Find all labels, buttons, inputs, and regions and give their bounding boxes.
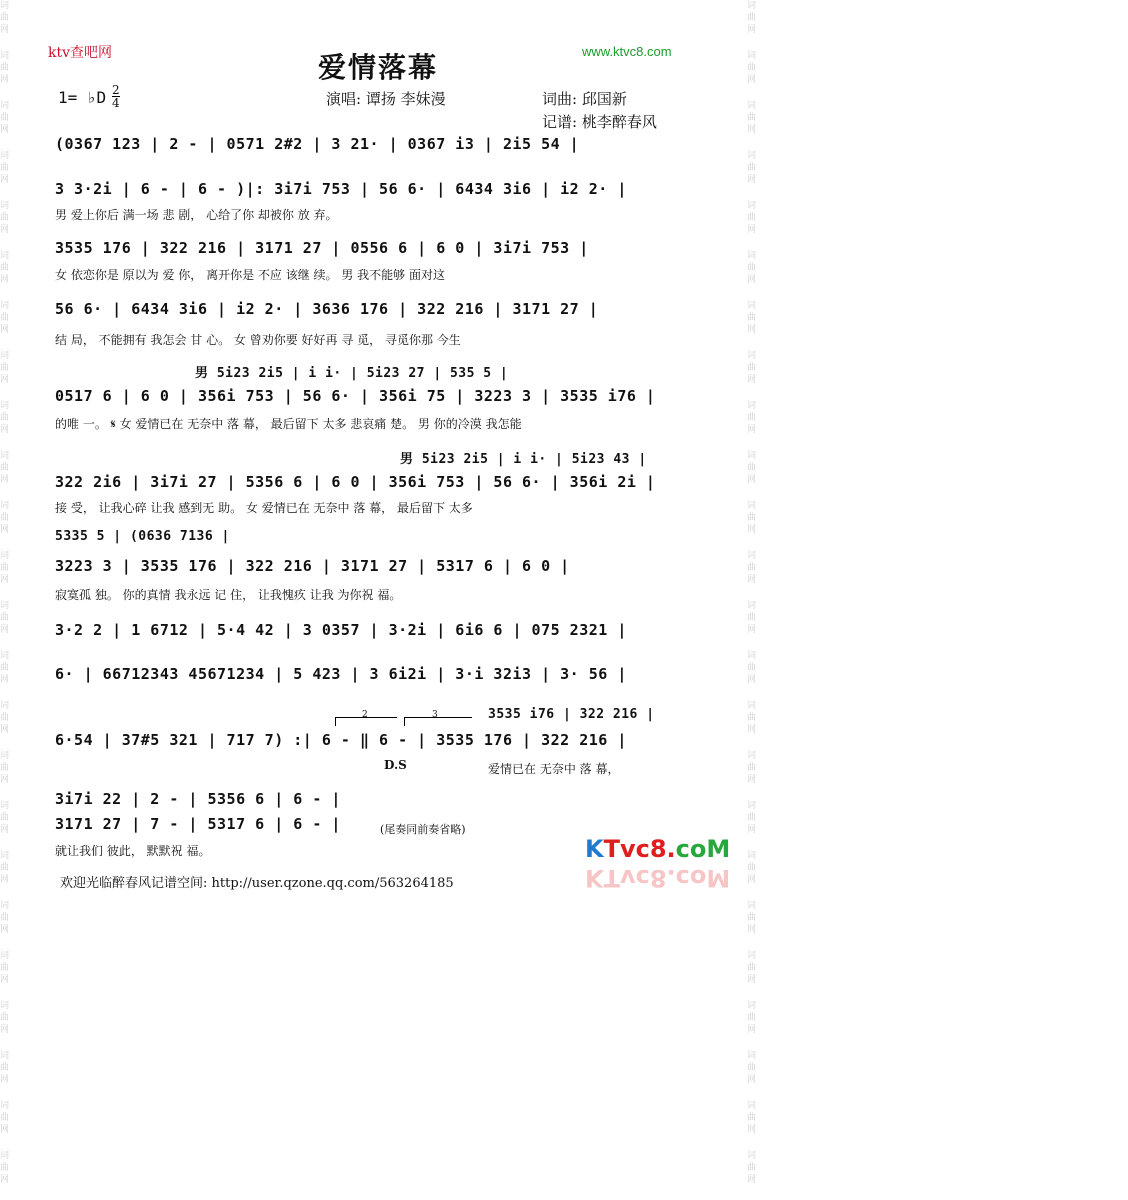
lyric-row-5: 女 依恋你是 原以为 爱 你， 离开你是 不应 该继 续。 男 我不能够 面对这 [55, 268, 445, 282]
site-label[interactable]: ktv查吧网 [48, 45, 113, 61]
brand-logo-tail: coM [675, 835, 731, 863]
watermark-char: 曲 [746, 1163, 756, 1173]
watermark-char: 曲 [746, 913, 756, 923]
brand-logo-k: K [585, 835, 604, 863]
watermark-char: 词 [746, 601, 756, 611]
ds-marking: D.S [384, 758, 407, 772]
watermark-char: 网 [746, 1125, 756, 1135]
watermark-char: 网 [0, 25, 10, 35]
watermark-char: 曲 [0, 1013, 10, 1023]
watermark-char: 网 [0, 675, 10, 685]
score-row-11: 男 5i23 2i5 | i i· | 5i23 43 | [400, 452, 647, 467]
watermark-char: 词 [746, 251, 756, 261]
watermark-char: 曲 [746, 213, 756, 223]
watermark-char: 网 [746, 25, 756, 35]
lyric-row-7: 结 局， 不能拥有 我怎会 甘 心。 女 曾劝你要 好好再 寻 觅， 寻觅你那 今生 [55, 333, 461, 347]
watermark-char: 网 [0, 1175, 10, 1185]
watermark-char: 词 [746, 451, 756, 461]
watermark-char: 曲 [0, 463, 10, 473]
score-row-22: 3i7i 22 | 2 - | 5356 6 | 6 - | [55, 790, 341, 808]
song-title: 爱情落幕 [317, 51, 438, 84]
watermark-char: 网 [0, 125, 10, 135]
watermark-char: 曲 [0, 313, 10, 323]
watermark-char: 词 [0, 551, 10, 561]
watermark-char: 网 [746, 825, 756, 835]
watermark-char: 网 [746, 625, 756, 635]
watermark-char: 网 [0, 975, 10, 985]
watermark-left [0, 0, 16, 1185]
watermark-char: 网 [746, 925, 756, 935]
watermark-char: 网 [746, 275, 756, 285]
watermark-char: 网 [0, 725, 10, 735]
watermark-char: 网 [746, 525, 756, 535]
watermark-char: 曲 [0, 13, 10, 23]
watermark-char: 词 [746, 101, 756, 111]
watermark-char: 词 [0, 701, 10, 711]
watermark-char: 词 [0, 951, 10, 961]
watermark-char: 曲 [0, 163, 10, 173]
time-signature-top: 2 [112, 83, 120, 97]
lyric-row-24: 就让我们 彼此， 默默祝 福。 [55, 844, 211, 858]
watermark-char: 曲 [746, 1063, 756, 1073]
watermark-char: 曲 [746, 863, 756, 873]
watermark-char: 网 [746, 425, 756, 435]
watermark-char: 网 [746, 225, 756, 235]
lyric-row-13: 接 受， 让我心碎 让我 感到无 助。 女 爱情已在 无奈中 落 幕， 最后留下 太多 [55, 501, 473, 515]
watermark-char: 网 [0, 775, 10, 785]
watermark-char: 词 [746, 151, 756, 161]
watermark-char: 曲 [0, 513, 10, 523]
time-signature-bottom: 4 [112, 96, 120, 110]
watermark-char: 网 [0, 575, 10, 585]
watermark-char: 网 [0, 1125, 10, 1135]
watermark-char: 曲 [0, 213, 10, 223]
watermark-char: 曲 [746, 963, 756, 973]
brand-logo-mid: Tvc8. [603, 835, 676, 863]
watermark-char: 网 [746, 475, 756, 485]
watermark-char: 词 [746, 1101, 756, 1111]
score-row-18: 6· | 66712343 45671234 | 5 423 | 3 6i2i | 3·i 32i3 | 3· 56 | [55, 665, 627, 683]
watermark-char: 曲 [746, 763, 756, 773]
composer: 词曲: 邱国新 [542, 90, 627, 108]
watermark-char: 曲 [746, 413, 756, 423]
watermark-char: 曲 [746, 1013, 756, 1023]
watermark-char: 曲 [746, 813, 756, 823]
watermark-char: 网 [0, 375, 10, 385]
watermark-char: 词 [0, 901, 10, 911]
watermark-char: 曲 [746, 13, 756, 23]
watermark-char: 网 [0, 425, 10, 435]
watermark-char: 网 [746, 75, 756, 85]
watermark-char: 曲 [0, 1163, 10, 1173]
watermark-char: 曲 [0, 663, 10, 673]
watermark-char: 曲 [746, 663, 756, 673]
watermark-char: 词 [0, 751, 10, 761]
watermark-char: 词 [0, 251, 10, 261]
watermark-char: 词 [0, 201, 10, 211]
watermark-char: 网 [0, 225, 10, 235]
watermark-char: 词 [746, 951, 756, 961]
watermark-char: 词 [746, 801, 756, 811]
score-row-4: 3535 176 | 322 216 | 3171 27 | 0556 6 | 6 0 | 3i7i 753 | [55, 239, 589, 257]
watermark-char: 词 [746, 551, 756, 561]
watermark-char: 词 [746, 351, 756, 361]
watermark-char: 网 [0, 325, 10, 335]
watermark-char: 词 [0, 351, 10, 361]
watermark-char: 词 [0, 301, 10, 311]
score-row-19: 3535 i76 | 322 216 | [488, 707, 655, 722]
watermark-char: 曲 [0, 763, 10, 773]
watermark-char: 词 [746, 1051, 756, 1061]
watermark-char: 网 [746, 1175, 756, 1185]
watermark-char: 词 [746, 301, 756, 311]
watermark-char: 词 [746, 501, 756, 511]
watermark-char: 曲 [746, 463, 756, 473]
watermark-char: 曲 [0, 913, 10, 923]
watermark-char: 曲 [0, 63, 10, 73]
watermark-char: 曲 [0, 263, 10, 273]
watermark-char: 网 [746, 1025, 756, 1035]
end-note: (尾奏同前奏省略) [380, 823, 466, 836]
watermark-char: 词 [0, 1, 10, 11]
watermark-char: 曲 [0, 1113, 10, 1123]
watermark-char: 网 [0, 825, 10, 835]
watermark-char: 词 [0, 401, 10, 411]
lyric-row-10: 的唯 一。 𝄋 女 爱情已在 无奈中 落 幕， 最后留下 太多 悲哀痛 楚。 男 你的冷漠 我怎能 [55, 417, 522, 431]
watermark-char: 词 [746, 751, 756, 761]
watermark-char: 词 [746, 901, 756, 911]
watermark-char: 词 [746, 701, 756, 711]
watermark-char: 曲 [746, 313, 756, 323]
watermark-char: 词 [0, 151, 10, 161]
watermark-char: 曲 [746, 113, 756, 123]
watermark-char: 网 [746, 1075, 756, 1085]
key-signature: 1= ♭D [58, 88, 107, 107]
watermark-char: 网 [746, 875, 756, 885]
score-row-1: (0367 123 | 2 - | 0571 2#2 | 3 21· | 0367 i3 | 2i5 54 | [55, 135, 580, 153]
watermark-char: 词 [0, 1051, 10, 1061]
watermark-char: 曲 [746, 563, 756, 573]
watermark-char: 网 [0, 275, 10, 285]
score-row-14: 5335 5 | (0636 7136 | [55, 529, 230, 544]
site-url-link[interactable]: www.ktvc8.com [582, 44, 672, 59]
time-signature [112, 84, 120, 109]
watermark-char: 曲 [0, 613, 10, 623]
score-row-9: 0517 6 | 6 0 | 356i 753 | 56 6· | 356i 75 | 3223 3 | 3535 i76 | [55, 387, 656, 405]
watermark-char: 曲 [0, 713, 10, 723]
brand-logo [585, 835, 730, 863]
watermark-char: 词 [0, 1101, 10, 1111]
watermark-char: 曲 [746, 163, 756, 173]
watermark-char: 网 [746, 575, 756, 585]
watermark-char: 网 [0, 75, 10, 85]
watermark-char: 曲 [0, 1063, 10, 1073]
score-row-2: 3 3·2i | 6 - | 6 - )|: 3i7i 753 | 56 6· | 6434 3i6 | i2 2· | [55, 180, 627, 198]
watermark-char: 网 [746, 975, 756, 985]
watermark-char: 网 [746, 175, 756, 185]
watermark-char: 词 [746, 1001, 756, 1011]
watermark-char: 网 [0, 625, 10, 635]
watermark-char: 网 [0, 1025, 10, 1035]
watermark-char: 网 [746, 325, 756, 335]
watermark-char: 曲 [746, 513, 756, 523]
score-row-15: 3223 3 | 3535 176 | 322 216 | 3171 27 | 5317 6 | 6 0 | [55, 557, 570, 575]
watermark-char: 词 [0, 501, 10, 511]
watermark-char: 词 [0, 601, 10, 611]
watermark-char: 网 [746, 675, 756, 685]
score-row-6: 56 6· | 6434 3i6 | i2 2· | 3636 176 | 322 216 | 3171 27 | [55, 300, 599, 318]
singers: 演唱: 谭扬 李妹漫 [326, 90, 446, 108]
watermark-char: 曲 [746, 613, 756, 623]
watermark-char: 曲 [0, 113, 10, 123]
watermark-char: 词 [746, 1151, 756, 1161]
lyric-row-21: 爱情已在 无奈中 落 幕， [488, 762, 620, 776]
watermark-char: 曲 [0, 963, 10, 973]
watermark-char: 网 [746, 725, 756, 735]
score-row-8: 男 5i23 2i5 | i i· | 5i23 27 | 535 5 | [195, 366, 509, 381]
watermark-char: 曲 [746, 713, 756, 723]
watermark-char: 曲 [0, 563, 10, 573]
transcriber: 记谱: 桃李醉春风 [542, 113, 657, 131]
watermark-char: 网 [0, 925, 10, 935]
watermark-char: 网 [746, 125, 756, 135]
lyric-row-3: 男 爱上你后 满一场 悲 剧， 心给了你 却被你 放 弃。 [55, 208, 338, 222]
watermark-char: 网 [0, 525, 10, 535]
watermark-char: 网 [0, 175, 10, 185]
watermark-char: 词 [746, 201, 756, 211]
watermark-char: 曲 [746, 63, 756, 73]
watermark-char: 曲 [0, 413, 10, 423]
volta-bracket-2 [404, 717, 472, 718]
watermark-char: 曲 [746, 263, 756, 273]
watermark-char: 词 [746, 651, 756, 661]
watermark-char: 词 [0, 1151, 10, 1161]
score-row-20: 6·54 | 37#5 321 | 717 7) :| 6 - ‖ 6 - | 3535 176 | 322 216 | [55, 731, 627, 749]
watermark-char: 词 [746, 1, 756, 11]
watermark-char: 网 [0, 1075, 10, 1085]
watermark-char: 网 [746, 775, 756, 785]
watermark-char: 网 [0, 875, 10, 885]
score-row-23: 3171 27 | 7 - | 5317 6 | 6 - | [55, 815, 341, 833]
watermark-char: 曲 [0, 813, 10, 823]
watermark-char: 曲 [746, 363, 756, 373]
volta-label-3: 3 [432, 710, 438, 720]
watermark-char: 词 [0, 651, 10, 661]
watermark-char: 词 [0, 451, 10, 461]
watermark-char: 曲 [746, 1113, 756, 1123]
watermark-char: 网 [0, 475, 10, 485]
score-row-17: 3·2 2 | 1 6712 | 5·4 42 | 3 0357 | 3·2i | 6i6 6 | 075 2321 | [55, 621, 627, 639]
watermark-char: 网 [746, 375, 756, 385]
watermark-char: 词 [746, 851, 756, 861]
watermark-char: 词 [746, 401, 756, 411]
lyric-row-16: 寂寞孤 独。 你的真情 我永远 记 住， 让我愧疚 让我 为你祝 福。 [55, 588, 402, 602]
watermark-char: 曲 [0, 863, 10, 873]
watermark-char: 词 [0, 1001, 10, 1011]
watermark-char: 词 [0, 801, 10, 811]
brand-logo-reflection: KTvc8.coM [585, 864, 731, 892]
watermark-char: 词 [746, 51, 756, 61]
volta-label-2: 2 [362, 710, 368, 720]
footer-link[interactable]: 欢迎光临醉春风记谱空间: http://user.qzone.qq.com/563264185 [60, 876, 454, 891]
watermark-char: 曲 [0, 363, 10, 373]
watermark-char: 词 [0, 101, 10, 111]
watermark-char: 词 [0, 51, 10, 61]
score-row-12: 322 2i6 | 3i7i 27 | 5356 6 | 6 0 | 356i 753 | 56 6· | 356i 2i | [55, 473, 656, 491]
watermark-char: 词 [0, 851, 10, 861]
